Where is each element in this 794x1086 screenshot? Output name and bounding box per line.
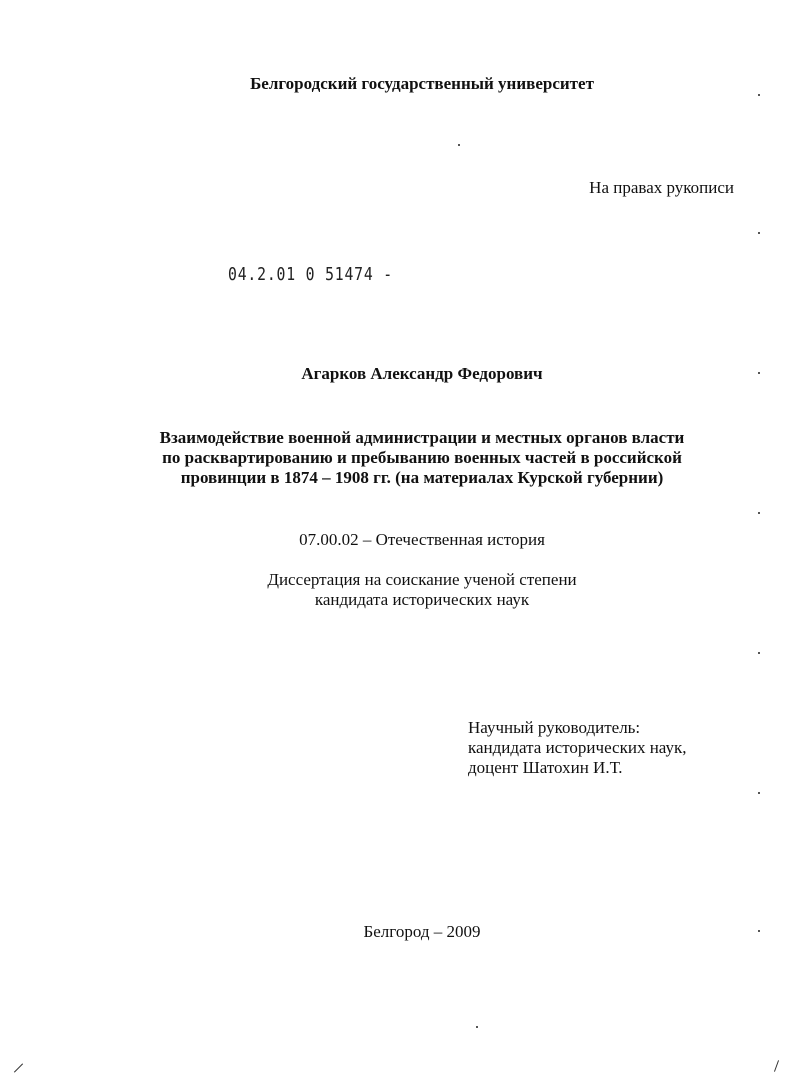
degree-statement — [0, 570, 794, 610]
scan-dot — [476, 1026, 478, 1028]
scan-dot — [758, 512, 760, 514]
scan-dot — [758, 652, 760, 654]
scan-dot — [758, 232, 760, 234]
scan-mark — [774, 1060, 779, 1072]
scan-dot — [758, 372, 760, 374]
scan-dot — [758, 930, 760, 932]
scan-dot — [758, 792, 760, 794]
library-stamp-number: 04.2.01 0 51474 - — [228, 264, 394, 285]
scan-dot — [458, 144, 460, 146]
scientific-supervisor — [468, 718, 687, 778]
author-name: Агарков Александр Федорович — [301, 364, 543, 383]
supervisor-line: кандидата исторических наук, — [468, 738, 687, 757]
rights-notice: На правах рукописи — [589, 178, 734, 197]
title-line: провинции в 1874 – 1908 гг. (на материалах Курской губернии) — [180, 468, 664, 487]
scan-mark — [14, 1063, 23, 1072]
degree-line: кандидата исторических наук — [314, 590, 530, 609]
specialty-code: 07.00.02 – Отечественная история — [299, 530, 545, 549]
dissertation-title — [0, 428, 794, 488]
title-line: Взаимодействие военной администрации и местных органов власти — [159, 428, 685, 447]
university-name: Белгородский государственный университет — [250, 74, 594, 93]
degree-line: Диссертация на соискание ученой степени — [267, 570, 577, 589]
city-year: Белгород – 2009 — [363, 922, 481, 941]
supervisor-line: Научный руководитель: — [468, 718, 641, 737]
scan-dot — [758, 94, 760, 96]
supervisor-line: доцент Шатохин И.Т. — [468, 758, 623, 777]
title-line: по расквартированию и пребыванию военных частей в российской — [162, 448, 682, 467]
